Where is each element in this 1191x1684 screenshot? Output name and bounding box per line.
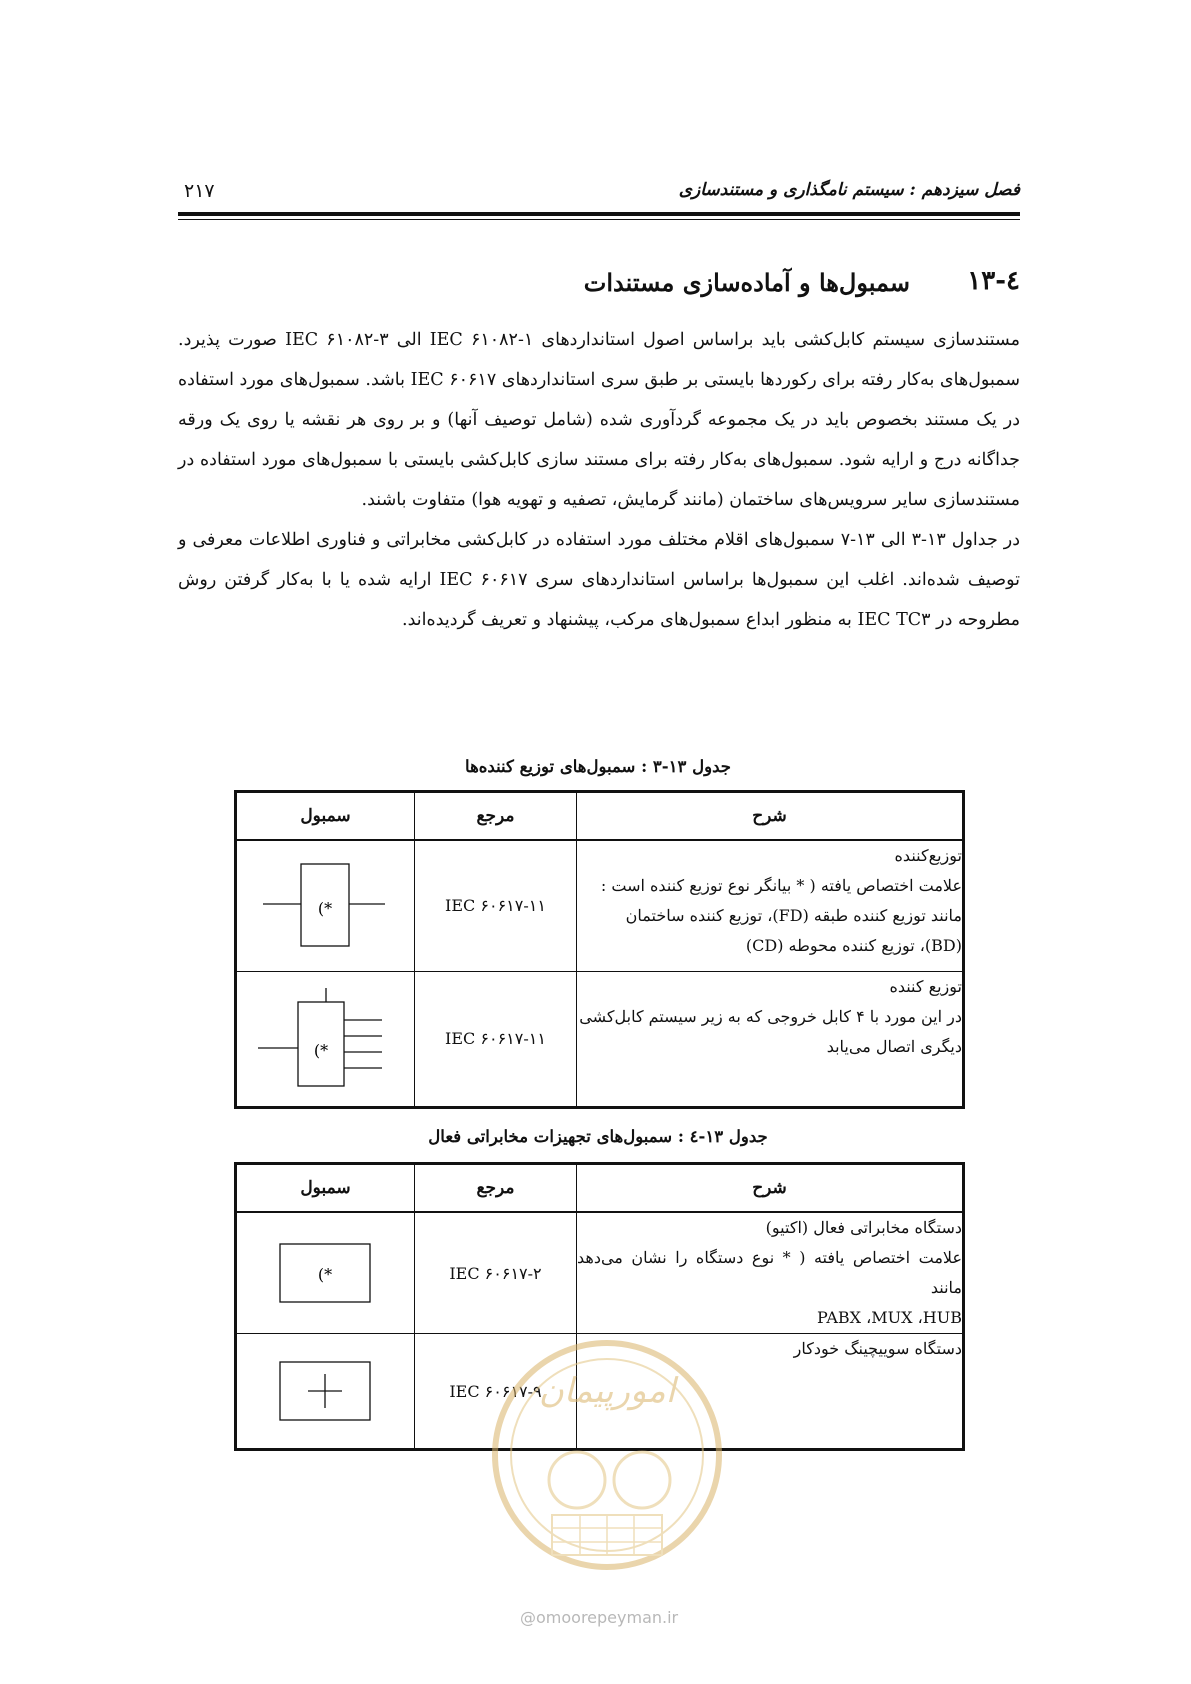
symbol-mark: *) [317,898,332,918]
distributor-4-outputs-symbol-cell [236,971,415,1107]
page-header [178,180,1020,210]
row-description [577,840,964,971]
header-description: شرح [577,792,964,841]
table1-caption: جدول ۱۳-۳ : سمبول‌های توزیع کننده‌ها [465,757,731,776]
header-reference: مرجع [415,792,577,841]
description-line: توزیع کننده [889,976,962,996]
body-text [178,320,1020,640]
header-reference: مرجع [415,1164,577,1213]
table-header-row [236,1164,964,1213]
table-row [236,1212,964,1334]
watermark-url: @omoorepeyman.ir [520,1608,679,1627]
table-row [236,840,964,971]
symbol-mark: *) [313,1040,328,1060]
description-line: علامت اختصاص یافته ( * نوع دستگاه را نشان می‌دهد مانند [577,1248,962,1297]
description-line: در این مورد با ۴ کابل خروجی که به زیر سیستم کابل‌کشی [579,1006,962,1026]
paragraph-2: در جداول ۱۳-۳ الی ۱۳-۷ سمبول‌های اقلام مختلف مورد استفاده در کابل‌کشی مخابراتی و فناوری اطلاعات معرفی و توصیف شده‌اند. اغلب این سمبول‌ها براساس استانداردهای سری IEC ۶۰۶۱۷ ارایه شده یا با به‌کار گرفتن روش مطروحه در IEC TC۳ به منظور ابداع سمبول‌های مرکب، پیشنهاد و تعریف گردیده‌اند. [178,530,1021,630]
distributor-symbol-icon [261,856,391,956]
table-row [236,971,964,1107]
watermark-text: امورپیمان [538,1371,676,1411]
symbol-mark: *) [317,1265,332,1284]
section-heading [178,266,1020,306]
row-reference: IEC ۶۰۶۱۷-۱۱ [415,971,577,1107]
paragraph-1: مستندسازی سیستم کابل‌کشی باید براساس اصول استانداردهای IEC ۶۱۰۸۲-۱ الی IEC ۶۱۰۸۲-۳ صورت پذیرد. سمبول‌های به‌کار رفته برای رکوردها بایستی بر طبق سری استانداردهای IEC ۶۰۶۱۷ باشد. سمبول‌های مورد استفاده در یک مستند بخصوص باید در یک مجموعه گردآوری شده (شامل توصیف آنها) و بر روی هر نقشه یا روی یک ورقه جداگانه درج و ارایه شود. سمبول‌های به‌کار رفته برای مستند سازی کابل‌کشی بایستی با سمبول‌های مورد استفاده در مستندسازی سایر سرویس‌های ساختمان (مانند گرمایش، تصفیه و تهویه هوا) متفاوت باشند. [178,330,1021,510]
row-description [577,971,964,1107]
header-symbol: سمبول [236,1164,415,1213]
header-rule-thin [178,219,1020,220]
section-title: سمبول‌ها و آماده‌سازی مستندات [583,268,910,297]
row-reference: IEC ۶۰۶۱۷-۲ [415,1212,577,1334]
description-line: دیگری اتصال می‌یابد [826,1036,962,1056]
automatic-switching-symbol-cell [236,1334,415,1450]
watermark-seal-icon [482,1330,732,1600]
distributors-table [234,790,965,1109]
description-line: دستگاه سوییچینگ خودکار [793,1339,962,1358]
description-line: علامت اختصاص یافته ( * بیانگر نوع توزیع کننده است : [600,876,962,895]
active-equipment-symbol-cell [236,1212,415,1334]
page-number: ۲۱۷ [184,180,215,202]
table-header-row [236,792,964,841]
distributor-4-outputs-symbol-icon [256,984,396,1094]
description-line: (BD)، توزیع کننده محوطه (CD) [745,936,962,955]
description-line: دستگاه مخابراتی فعال (اکتیو) [765,1218,962,1237]
automatic-switching-symbol-icon [276,1356,376,1426]
table2-caption: جدول ۱۳-٤ : سمبول‌های تجهیزات مخابراتی فعال [428,1127,768,1146]
section-number: ۱۳-٤ [967,266,1020,296]
header-description: شرح [577,1164,964,1213]
header-symbol: سمبول [236,792,415,841]
running-title: فصل سیزدهم : سیستم نامگذاری و مستندسازی [678,180,1020,200]
row-reference: IEC ۶۰۶۱۷-۹ [415,1334,577,1450]
row-reference: IEC ۶۰۶۱۷-۱۱ [415,840,577,971]
description-line: توزیع‌کننده [894,846,962,865]
distributor-symbol-cell [236,840,415,971]
description-line: PABX ،MUX ،HUB [817,1308,962,1327]
header-rule-thick [178,212,1020,216]
active-equipment-symbol-icon [276,1238,376,1308]
row-description [577,1212,964,1334]
description-line: مانند توزیع کننده طبقه (FD)، توزیع کننده ساختمان [625,906,962,925]
